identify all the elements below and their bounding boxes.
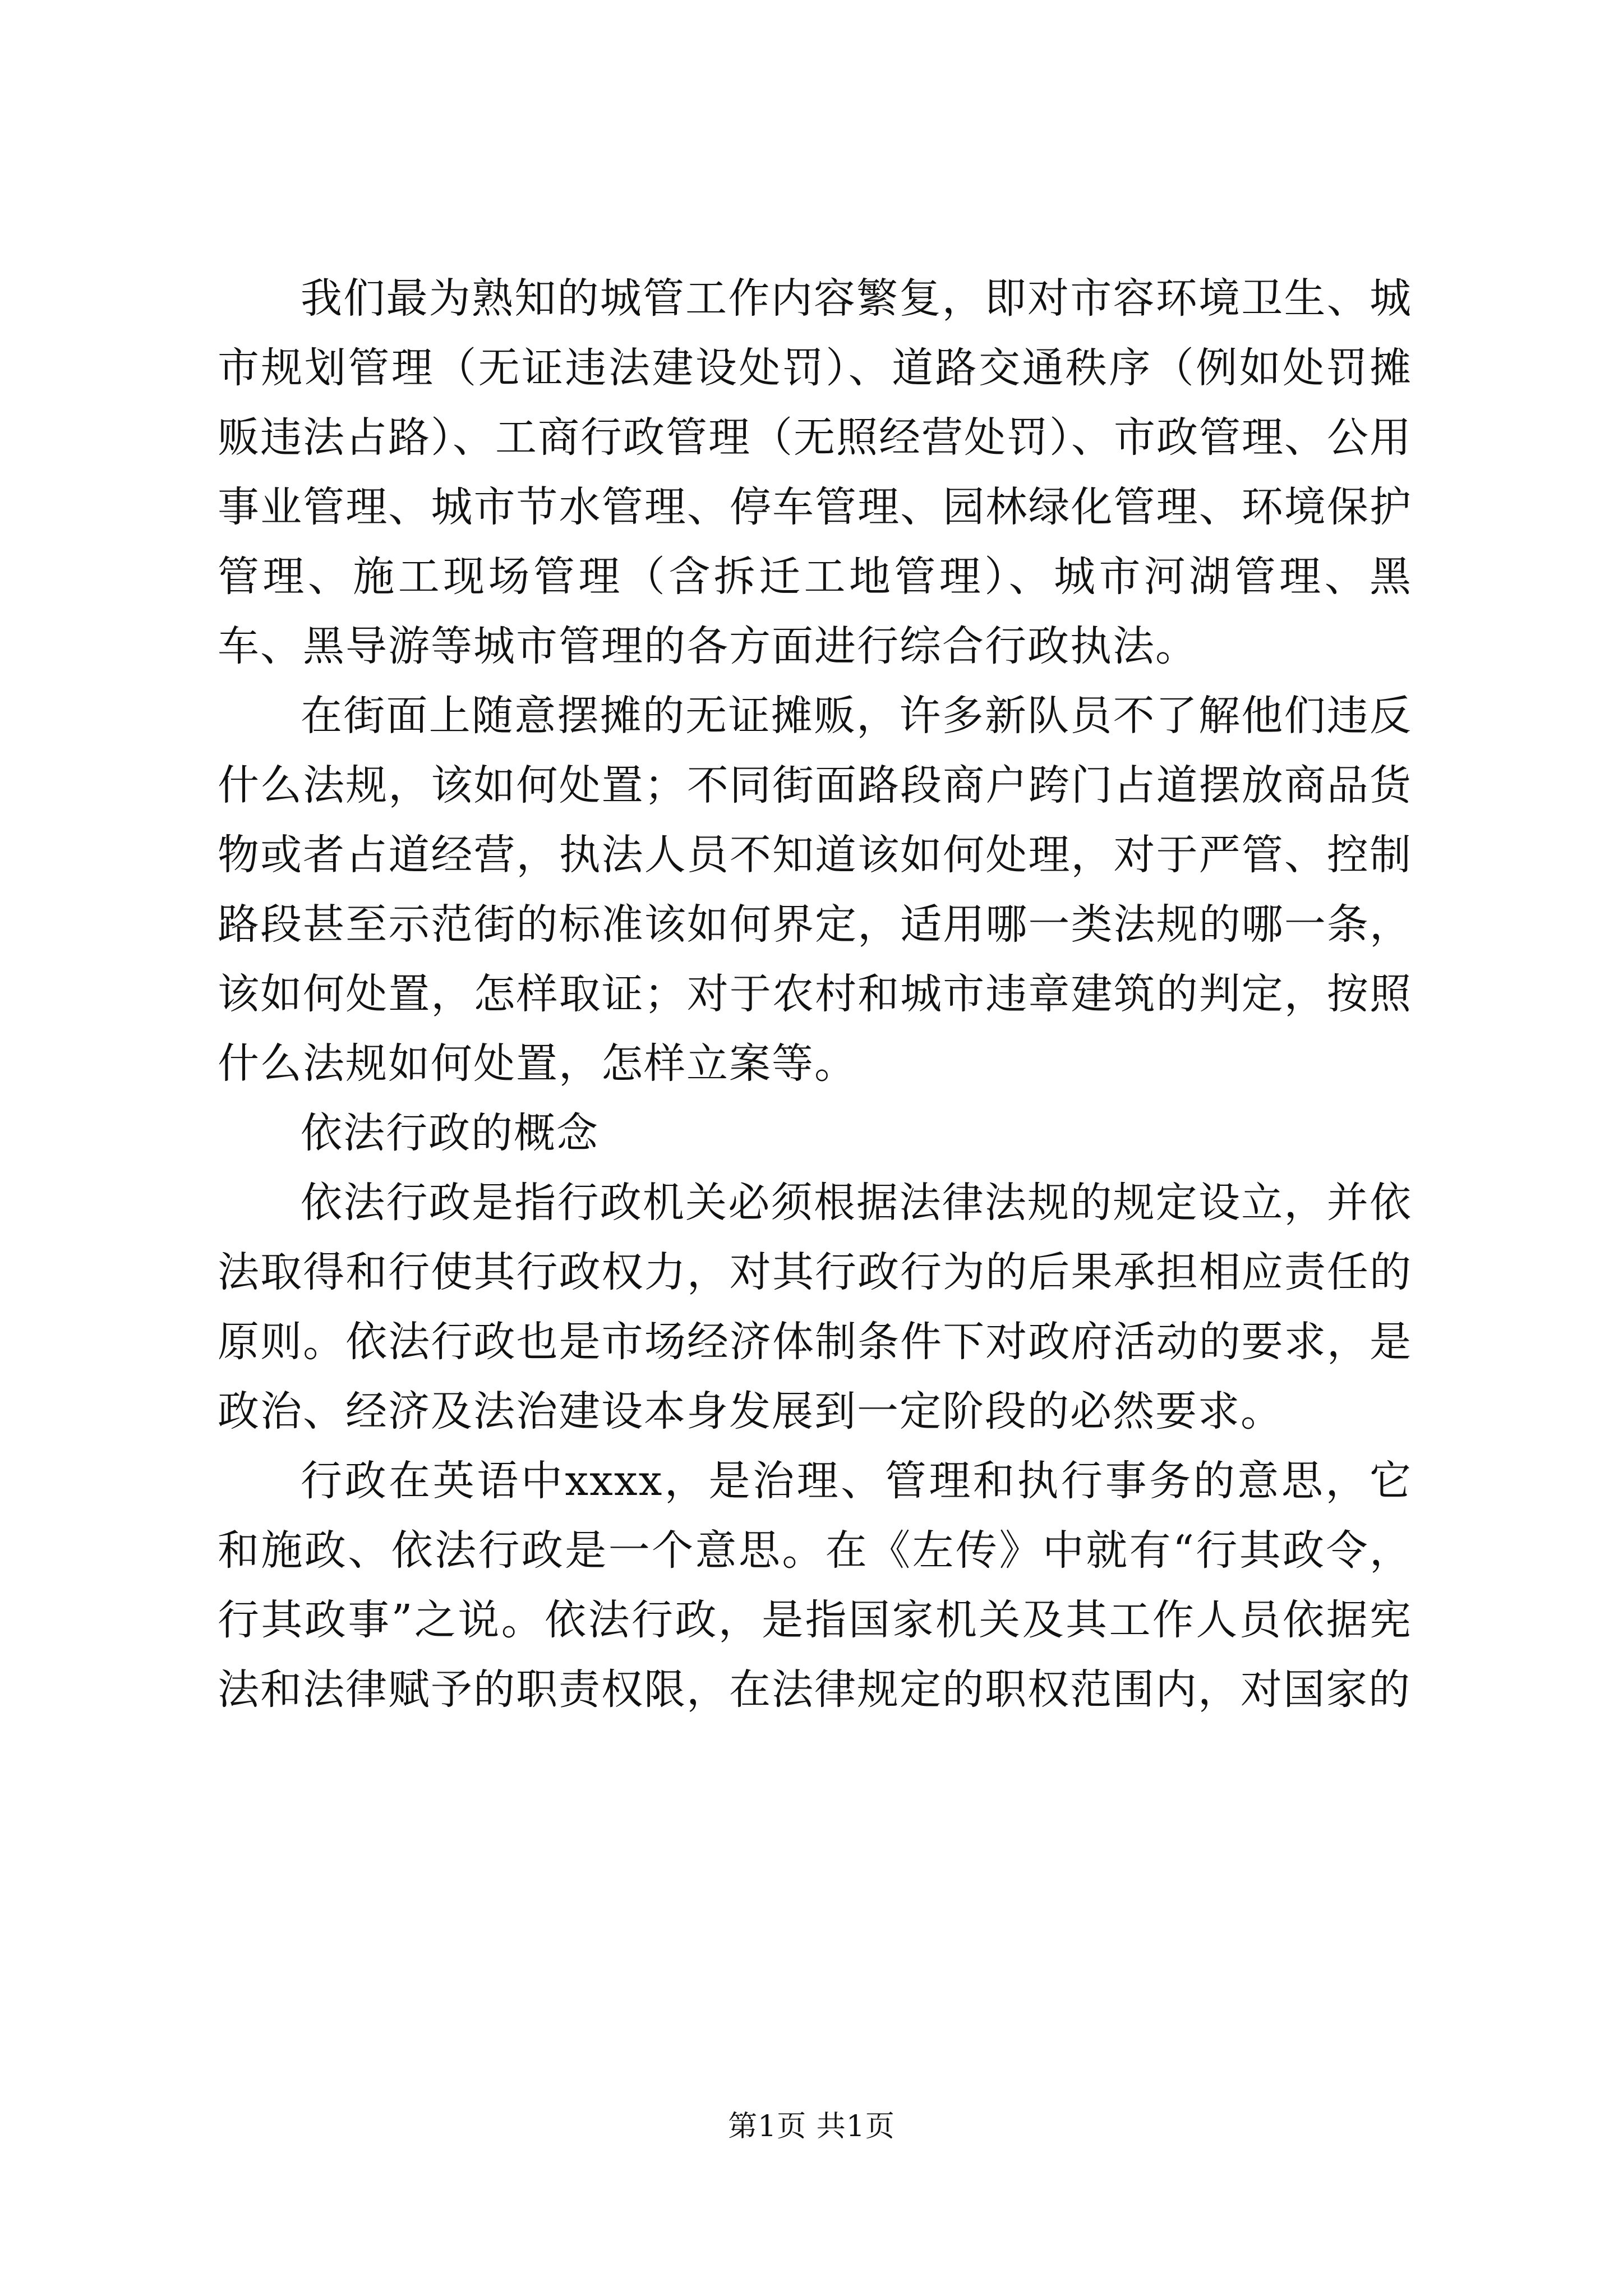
paragraph: 在街面上随意摆摊的无证摊贩，许多新队员不了解他们违反什么法规，该如何处置；不同街面路段商户跨门占道摆放商品货物或者占道经营，执法人员不知道该如何处理，对于严管、控制路段甚至示范街的标准该如何界定，适用哪一类法规的哪一条，该如何处置，怎样取证；对于农村和城市违章建筑的判定，按照什么法规如何处置，怎样立案等。 — [218, 692, 1412, 1088]
section-heading: 依法行政的概念 — [301, 1109, 599, 1157]
paragraph: 我们最为熟知的城管工作内容繁复，即对市容环境卫生、城市规划管理（无证违法建设处罚）、道路交通秩序（例如处罚摊贩违法占路）、工商行政管理（无照经营处罚）、市政管理、公用事业管理、城市节水管理、停车管理、园林绿化管理、环境保护管理、施工现场管理（含拆迁工地管理）、城市河湖管理、黑车、黑导游等城市管理的各方面进行综合行政执法。 — [218, 274, 1412, 670]
paragraph: 依法行政是指行政机关必须根据法律法规的规定设立，并依法取得和行使其行政权力，对其行政行为的后果承担相应责任的原则。依法行政也是市场经济体制条件下对政府活动的要求，是政治、经济及法治建设本身发展到一定阶段的必然要求。 — [218, 1179, 1412, 1435]
page-footer: 第1页 共1页 — [728, 2110, 895, 2143]
document-body — [218, 264, 1412, 1724]
paragraph: 行政在英语中xxxx，是治理、管理和执行事务的意思，它和施政、依法行政是一个意思。在《左传》中就有“行其政令，行其政事”之说。依法行政，是指国家机关及其工作人员依据宪法和法律赋予的职责权限，在法律规定的职权范围内，对国家的 — [218, 1457, 1412, 1714]
